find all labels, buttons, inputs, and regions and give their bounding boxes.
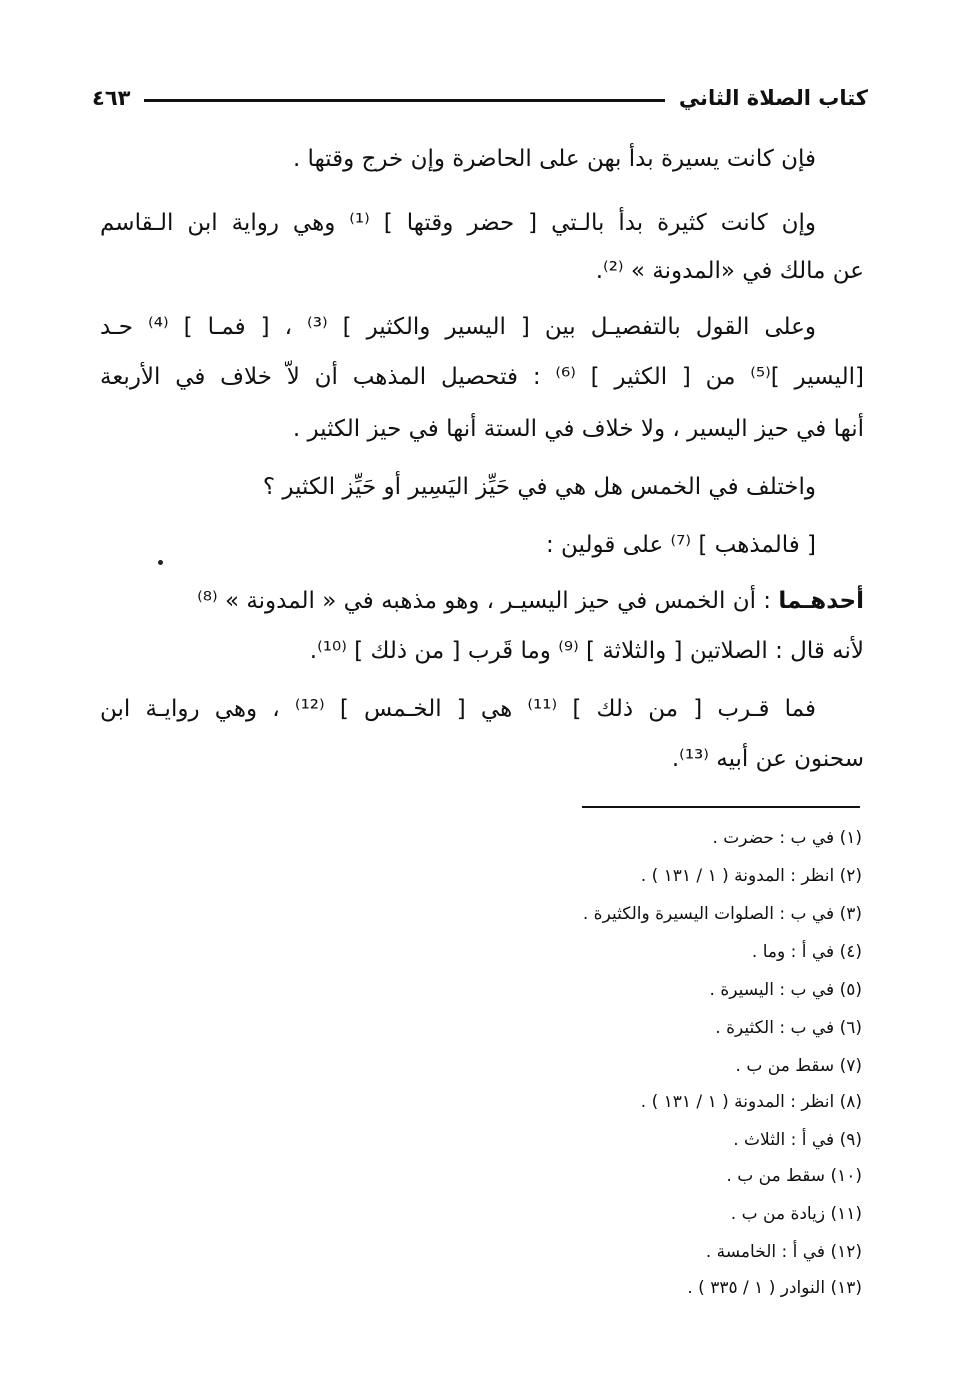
footnote-7: (٧) سقط من ب . [735, 1056, 862, 1076]
body-line-12: سحنون عن أبيه ⁽¹³⁾. [671, 746, 864, 772]
body-line-9 [100, 584, 864, 618]
body-line-6: أنها في حيز اليسير ، ولا خلاف في الستة أنها في حيز الكثير . [292, 416, 864, 442]
footnote-10: (١٠) سقط من ب . [726, 1166, 862, 1186]
body-line-9-rest: : أن الخمس في حيز اليسيـر ، وهو مذهبه في « المدونة » ⁽⁸⁾ [197, 588, 772, 614]
stray-mark [158, 560, 163, 565]
footnote-12: (١٢) في أ : الخامسة . [705, 1242, 862, 1262]
footnote-6: (٦) في ب : الكثيرة . [715, 1018, 862, 1038]
footnote-3: (٣) في ب : الصلوات اليسيرة والكثيرة . [582, 904, 862, 924]
bold-term: أحدهـما [778, 588, 864, 614]
body-line-7: واختلف في الخمس هل هي في حَيِّز اليَسِير أو حَيِّز الكثير ؟ [262, 474, 816, 500]
footnote-13: (١٣) النوادر ( ١ / ٣٣٥ ) . [687, 1278, 862, 1298]
footnote-1: (١) في ب : حضرت . [712, 828, 862, 848]
body-line-1: فإن كانت يسيرة بدأ بهن على الحاضرة وإن خرج وقتها . [292, 146, 816, 172]
footnote-8: (٨) انظر : المدونة ( ١ / ١٣١ ) . [640, 1092, 862, 1112]
footnote-11: (١١) زيادة من ب . [730, 1204, 862, 1224]
running-header [92, 78, 868, 118]
footnote-2: (٢) انظر : المدونة ( ١ / ١٣١ ) . [640, 866, 862, 886]
body-line-4: وعلى القول بالتفصيـل بين [ اليسير والكثير ] ⁽³⁾ ، [ فمـا ] ⁽⁴⁾ حـد [100, 314, 817, 340]
footnote-4: (٤) في أ : وما . [751, 942, 862, 962]
body-line-2: وإن كانت كثيرة بدأ بالـتي [ حضر وقتها ] ⁽¹⁾ وهي رواية ابن الـقاسم [100, 210, 816, 236]
body-line-3: عن مالك في «المدونة » ⁽²⁾. [595, 258, 864, 284]
body-line-5: [اليسير ]⁽⁵⁾ من [ الكثير ] ⁽⁶⁾ : فتحصيل المذهب أن لاَّ خلاف في الأربعة [100, 364, 864, 390]
footnote-separator [582, 806, 860, 808]
body-line-8: [ فالمذهب ] ⁽⁷⁾ على قولين : [545, 532, 816, 558]
body-line-10: لأنه قال : الصلاتين [ والثلاثة ] ⁽⁹⁾ وما قَرب [ من ذلك ] ⁽¹⁰⁾. [309, 638, 864, 664]
footnote-5: (٥) في ب : اليسيرة . [709, 980, 862, 1000]
header-rule [144, 99, 664, 102]
page-number: ٤٦٣ [92, 86, 131, 110]
body-line-11: فما قـرب [ من ذلك ] ⁽¹¹⁾ هي [ الخـمس ] ⁽¹²⁾ ، وهي روايـة ابن [100, 696, 816, 722]
footnote-9: (٩) في أ : الثلاث . [733, 1130, 862, 1150]
header-title: كتاب الصلاة الثاني [678, 86, 868, 110]
